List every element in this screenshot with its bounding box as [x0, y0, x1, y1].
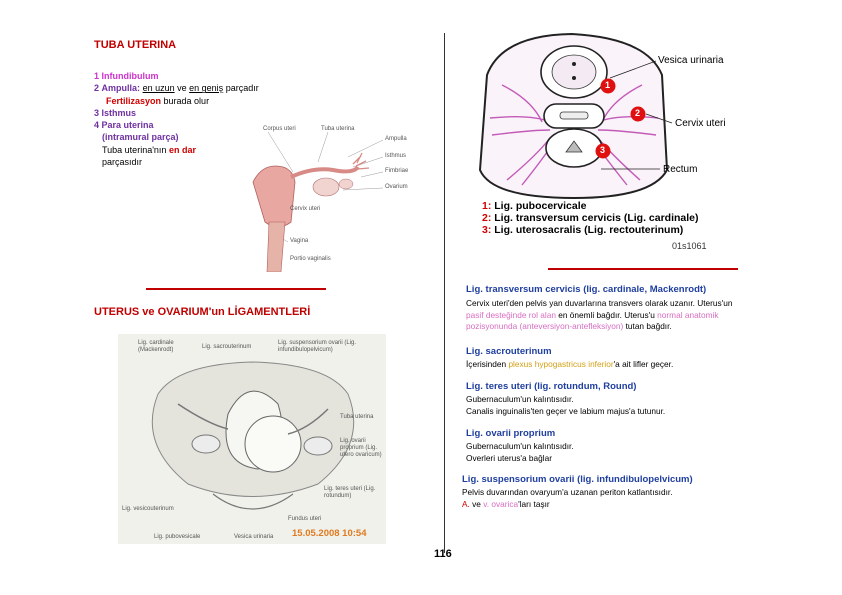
item-para-uterina: 4 Para uterina: [94, 120, 154, 131]
ligaments-figure: [118, 334, 386, 544]
fig2-label-pubovesicale: Lig. pubovesicale: [154, 534, 201, 540]
fig2-label-suspensorium: Lig. suspensorium ovarii (Lig. infundibulopelvicum): [278, 340, 357, 353]
fig3-code: 01s1061: [672, 241, 707, 251]
fig3-num-3: 3: [600, 145, 606, 155]
fig2-label-ovarii: Lig. ovarii proprium (Lig. utero ovaricum): [340, 438, 382, 458]
lig-teres-desc: Gubernaculum'un kalıntısıdır. Canalis inguinalis'ten geçer ve labium majus'a tutunur.: [466, 394, 666, 416]
fig2-label-sacrouterinum: Lig. sacrouterinum: [202, 344, 252, 350]
uterus-tuba-figure: [233, 122, 433, 272]
legend-3: 3: Lig. uterosacralis (Lig. rectouterinum): [482, 224, 684, 236]
fig2-label-cardinale: Lig. cardinale (Mackenrodt): [138, 340, 174, 353]
fig2-label-vesicouterinum: Lig. vesicouterinum: [122, 506, 174, 512]
lig-cardinale-title: Lig. transversum cervicis (lig. cardinale, Mackenrodt): [466, 284, 707, 295]
lig-sacrouterinum-desc: İçerisinden plexus hypogastricus inferior'a ait lifler geçer.: [466, 359, 674, 369]
lig-suspensorium-desc: Pelvis duvarından ovaryum'a uzanan periton katlantısıdır. A. ve v. ovarica'ları taşır: [462, 487, 673, 509]
pelvis-cross-section-figure: [462, 30, 762, 252]
center-divider: [444, 33, 445, 553]
photo-timestamp: 15.05.2008 10:54: [292, 528, 367, 539]
fig1-label-ampulla: Ampulla: [385, 136, 407, 142]
legend-1: 1: Lig. pubocervicale: [482, 200, 587, 212]
page-number: 116: [434, 548, 452, 560]
fig3-label-rectum: Rectum: [663, 164, 698, 175]
right-red-divider: [548, 268, 738, 270]
fig1-label-corpus: Corpus uteri: [263, 126, 296, 132]
fig1-label-ovarium: Ovarium: [385, 184, 408, 190]
fig3-legend: [482, 200, 699, 236]
fig1-label-portio: Portio vaginalis: [290, 256, 331, 262]
item-narrowest: Tuba uterina'nın en dar: [102, 144, 196, 155]
item-infundibulum: 1 Infundibulum: [94, 71, 159, 81]
fig1-label-tuba: Tuba uterina: [321, 126, 355, 132]
fig3-num-1: 1: [605, 80, 611, 90]
fig2-label-fundus: Fundus uteri: [288, 516, 322, 522]
left-red-divider: [146, 288, 326, 290]
item-isthmus: 3 Isthmus: [94, 107, 137, 118]
legend-2: 2: Lig. transversum cervicis (Lig. cardinale): [482, 212, 699, 224]
fig3-label-vesica: Vesica urinaria: [658, 55, 724, 66]
fig2-label-tuba: Tuba uterina: [340, 414, 374, 420]
fig2-label-teres: Lig. teres uteri (Lig. rotundum): [324, 486, 376, 499]
lig-teres-title: Lig. teres uteri (lig. rotundum, Round): [466, 381, 637, 392]
item-ampulla: 2 Ampulla: en uzun ve en geniş parçadır: [94, 83, 259, 94]
item-fertilization: Fertilizasyon burada olur: [106, 95, 210, 106]
fig1-label-cervix: Cervix uteri: [290, 206, 321, 212]
lig-cardinale-desc: Cervix uteri'den pelvis yan duvarlarına transvers olarak uzanır. Uterus'un pasif desteğinde rol alan en önemli bağdır. Uterus'u normal anatomik pozisyonunda (anteversiyon-antefleksiyon) tutan bağdır.: [466, 298, 733, 331]
lig-ovarii-desc: Gubernaculum'un kalıntısıdır. Overleri uterus'a bağlar: [466, 441, 574, 463]
item-part: parçasıdır: [102, 157, 143, 168]
fig1-label-isthmus: Isthmus: [385, 153, 407, 159]
lig-suspensorium-title: Lig. suspensorium ovarii (lig. infundibulopelvicum): [462, 474, 693, 485]
fig1-label-vagina: Vagina: [290, 238, 309, 244]
fig1-label-fimbriae: Fimbriae: [385, 168, 409, 174]
fig2-label-vesica: Vesica urinaria: [234, 534, 274, 540]
fig3-num-2: 2: [635, 108, 641, 118]
lig-ovarii-title: Lig. ovarii proprium: [466, 428, 556, 439]
item-intramural: (intramural parça): [102, 132, 179, 143]
tuba-title: TUBA UTERINA: [94, 39, 177, 51]
fig3-label-cervix: Cervix uteri: [675, 118, 726, 129]
lig-sacrouterinum-title: Lig. sacrouterinum: [466, 346, 552, 357]
uterus-ligament-title: UTERUS ve OVARIUM'un LİGAMENTLERİ: [94, 306, 311, 318]
